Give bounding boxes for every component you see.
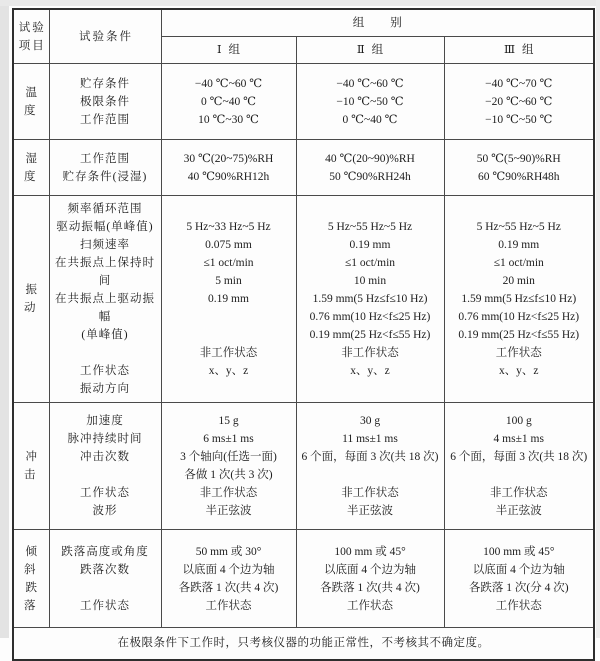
header-test-condition: 试验条件 xyxy=(49,9,161,64)
humidity-group2-values: 40 ℃(20~90)%RH 50 ℃90%RH24h xyxy=(296,140,444,196)
humidity-group3-values: 50 ℃(5~90)%RH 60 ℃90%RH48h xyxy=(444,140,594,196)
shock-group3-values: 100 g 4 ms±1 ms 6 个面，每面 3 次(共 18 次) 非工作状态 半正弦波 xyxy=(444,403,594,530)
row-shock xyxy=(13,403,594,530)
header-group-1: Ⅰ 组 xyxy=(161,37,296,64)
shock-conditions: 加速度 脉冲持续时间 冲击次数 工作状态 波形 xyxy=(49,403,161,530)
tilt-drop-group3-values: 100 mm 或 45° 以底面 4 个边为轴 各跌落 1 次(分 4 次) 工作状态 xyxy=(444,530,594,628)
humidity-group1-values: 30 ℃(20~75)%RH 40 ℃90%RH12h xyxy=(161,140,296,196)
vibration-group3-values: 5 Hz~55 Hz~5 Hz 0.19 mm ≤1 oct/min 20 min 1.59 mm(5 Hz≤f≤10 Hz) 0.76 mm(10 Hz<f≤25 Hz) 0.19 mm(25 Hz<f≤55 Hz) 工作状态 x、y、z xyxy=(444,196,594,403)
row-tilt-drop xyxy=(13,530,594,628)
tilt-drop-group2-values: 100 mm 或 45° 以底面 4 个边为轴 各跌落 1 次(共 4 次) 工作状态 xyxy=(296,530,444,628)
scan-edge-top xyxy=(0,0,600,6)
temperature-conditions: 贮存条件 极限条件 工作范围 xyxy=(49,64,161,140)
row-footnote xyxy=(13,628,594,660)
header-row-group xyxy=(13,9,594,37)
scan-edge-left xyxy=(0,0,9,638)
row-temperature xyxy=(13,64,594,140)
humidity-label: 湿度 xyxy=(13,140,49,196)
shock-group1-values: 15 g 6 ms±1 ms 3 个轴向(任选一面) 各做 1 次(共 3 次) 非工作状态 半正弦波 xyxy=(161,403,296,530)
shock-label: 冲击 xyxy=(13,403,49,530)
scan-edge-right xyxy=(596,0,600,638)
header-group-2: Ⅱ 组 xyxy=(296,37,444,64)
vibration-group1-values: 5 Hz~33 Hz~5 Hz 0.075 mm ≤1 oct/min 5 min 0.19 mm 非工作状态 x、y、z xyxy=(161,196,296,403)
vibration-conditions: 频率循环范围 驱动振幅(单峰值) 扫频速率 在共振点上保持时间 在共振点上驱动振幅 (单峰值) 工作状态 振动方向 xyxy=(49,196,161,403)
temperature-group2-values: −40 ℃~60 ℃ −10 ℃~50 ℃ 0 ℃~40 ℃ xyxy=(296,64,444,140)
header-test-item: 试验 项目 xyxy=(13,9,49,64)
vibration-group2-values: 5 Hz~55 Hz~5 Hz 0.19 mm ≤1 oct/min 10 min 1.59 mm(5 Hz≤f≤10 Hz) 0.76 mm(10 Hz<f≤25 Hz) 0.19 mm(25 Hz<f≤55 Hz) 非工作状态 x、y、z xyxy=(296,196,444,403)
tilt-drop-conditions: 跌落高度或角度 跌落次数 工作状态 xyxy=(49,530,161,628)
row-vibration xyxy=(13,196,594,403)
tilt-drop-label: 倾斜 跌落 xyxy=(13,530,49,628)
temperature-group1-values: −40 ℃~60 ℃ 0 ℃~40 ℃ 10 ℃~30 ℃ xyxy=(161,64,296,140)
temperature-label: 温度 xyxy=(13,64,49,140)
temperature-group3-values: −40 ℃~70 ℃ −20 ℃~60 ℃ −10 ℃~50 ℃ xyxy=(444,64,594,140)
shock-group2-values: 30 g 11 ms±1 ms 6 个面，每面 3 次(共 18 次) 非工作状态 半正弦波 xyxy=(296,403,444,530)
humidity-conditions: 工作范围 贮存条件(浸湿) xyxy=(49,140,161,196)
row-humidity xyxy=(13,140,594,196)
header-group: 组别 xyxy=(161,9,594,37)
header-group-3: Ⅲ 组 xyxy=(444,37,594,64)
tilt-drop-group1-values: 50 mm 或 30° 以底面 4 个边为轴 各跌落 1 次(共 4 次) 工作状态 xyxy=(161,530,296,628)
footnote-text: 在极限条件下工作时，只考核仪器的功能正常性，不考核其不确定度。 xyxy=(13,628,594,660)
vibration-label: 振动 xyxy=(13,196,49,403)
test-conditions-table xyxy=(12,8,595,661)
